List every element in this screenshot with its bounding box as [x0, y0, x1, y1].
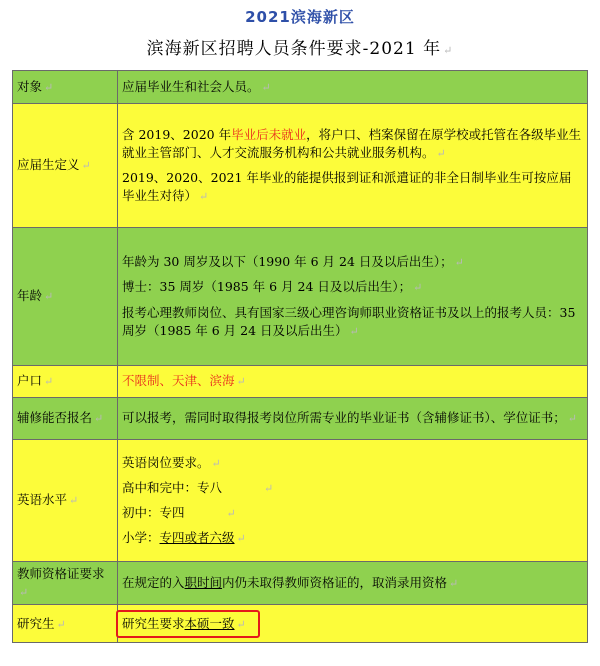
table-row-target [13, 71, 588, 104]
row-label: 户口 ↵ [13, 366, 118, 398]
row-label: 英语水平 ↵ [13, 440, 118, 562]
table-row-hukou [13, 366, 588, 398]
table-row-teacher-certificate [13, 562, 588, 605]
row-label: 年龄 ↵ [13, 228, 118, 366]
page-heading: 2021滨海新区 [245, 8, 355, 26]
row-value: 含 2019、2020 年毕业后未就业，将户口、档案保留在原学校或托管在各级毕业生就业主管部门、人才交流服务机构和公共就业服务机构。 ↵ 2019、2020、2021 年毕业的能提供报到证和派遣证的非全日制毕业生可按应届毕业生对待） ↵ [118, 104, 588, 228]
document-title: 滨海新区招聘人员条件要求-2021 年 ↵ [146, 39, 454, 59]
table-row-minor [13, 398, 588, 440]
row-value: 可以报考，需同时取得报考岗位所需专业的毕业证书（含辅修证书）、学位证书； ↵ [118, 398, 588, 440]
row-value: 不限制、天津、滨海 ↵ [118, 366, 588, 398]
row-label: 辅修能否报名 ↵ [13, 398, 118, 440]
row-label: 教师资格证要求↵ [13, 562, 118, 605]
table-row-age [13, 228, 588, 366]
row-value [118, 605, 588, 643]
row-value: 应届毕业生和社会人员。 ↵ [118, 71, 588, 104]
highlight-box: 研究生要求本硕一致 ↵ [116, 610, 260, 638]
table-row-postgraduate [13, 605, 588, 643]
row-label: 对象 ↵ [13, 71, 118, 104]
row-value: 年龄为 30 周岁及以下（1990 年 6 月 24 日及以后出生）； ↵ 博士：35 周岁（1985 年 6 月 24 日及以后出生）； ↵ 报考心理教师岗位、具有国家三级心理咨询师职业资格证书及以上的报考人员：35 周岁（1985 年 6 月 24 日及以后出生） ↵ [118, 228, 588, 366]
row-label: 研究生 ↵ [13, 605, 118, 643]
row-label: 应届生定义 ↵ [13, 104, 118, 228]
highlight-text: 毕业后未就业 [231, 126, 307, 142]
row-value: 在规定的入职时间内仍未取得教师资格证的，取消录用资格 ↵ [118, 562, 588, 605]
table-row-english [13, 440, 588, 562]
table-row-fresh-graduate [13, 104, 588, 228]
requirements-table [12, 70, 588, 643]
row-value: 英语岗位要求。 ↵ 高中和完中：专八 ↵ 初中：专四 ↵ 小学：专四或者六级 ↵ [118, 440, 588, 562]
